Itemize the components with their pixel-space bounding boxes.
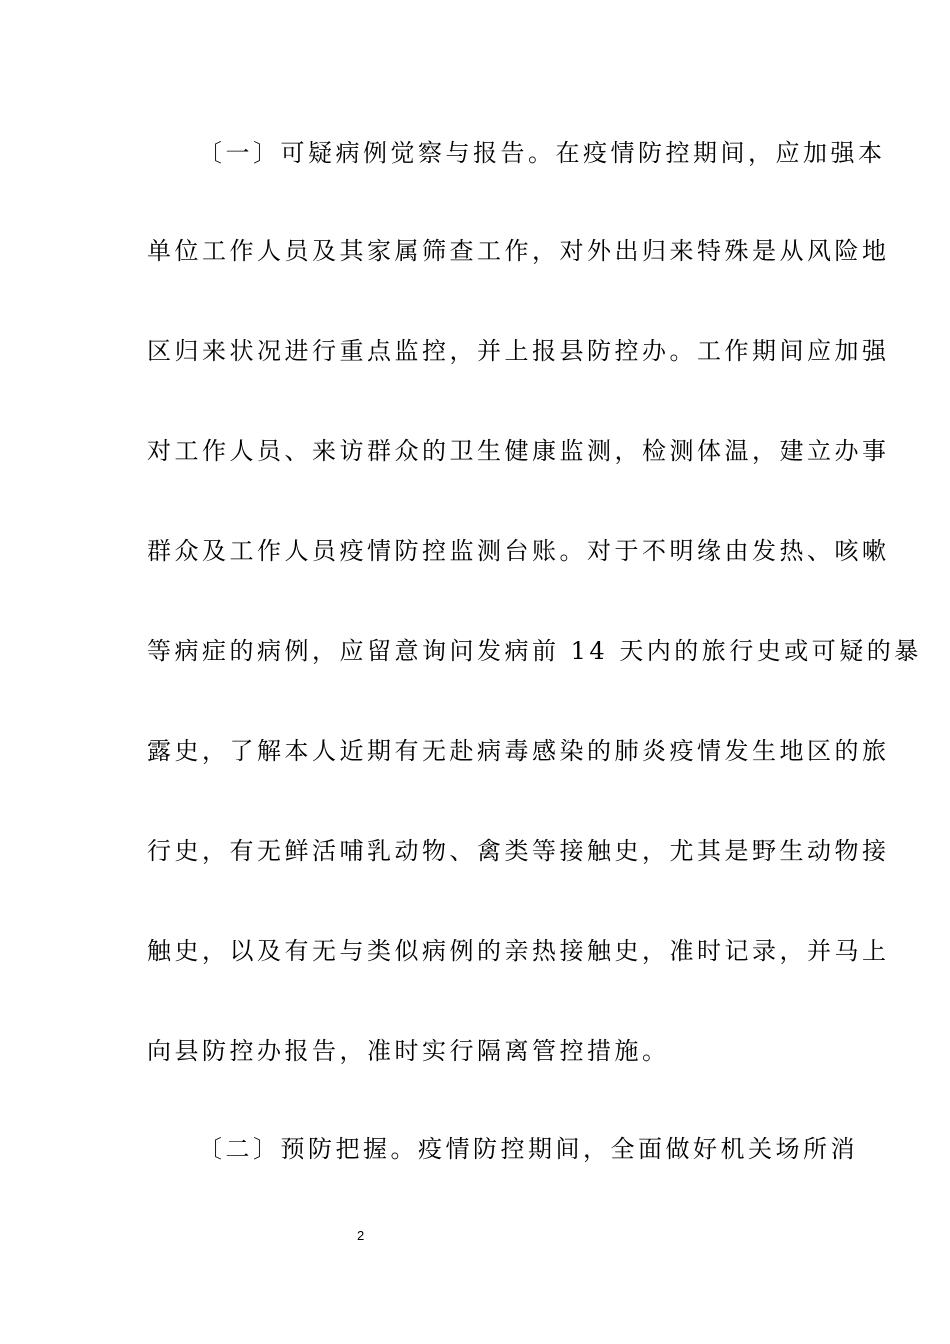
paragraph-1-line-8: 行史，有无鲜活哺乳动物、禽类等接触史，尤其是野生动物接 <box>147 837 890 865</box>
paragraph-1-line-10: 向县防控办报告，准时实行隔离管控措施。 <box>147 1037 670 1065</box>
paragraph-1-line-1: 〔一〕可疑病例觉察与报告。在疫情防控期间，应加强本 <box>198 139 886 167</box>
paragraph-1-line-5: 群众及工作人员疫情防控监测台账。对于不明缘由发热、咳嗽 <box>147 537 890 565</box>
paragraph-2-line-1: 〔二〕预防把握。疫情防控期间，全面做好机关场所消 <box>198 1135 858 1163</box>
paragraph-1-line-4: 对工作人员、来访群众的卫生健康监测，检测体温，建立办事 <box>147 437 890 465</box>
paragraph-1-line-2: 单位工作人员及其家属筛查工作，对外出归来特殊是从风险地 <box>147 237 890 265</box>
paragraph-1-line-7: 露史，了解本人近期有无赴病毒感染的肺炎疫情发生地区的旅 <box>147 737 890 765</box>
paragraph-1-line-3: 区归来状况进行重点监控，并上报县防控办。工作期间应加强 <box>147 337 890 365</box>
page-number: 2 <box>357 1228 365 1243</box>
paragraph-1-line-6: 等病症的病例，应留意询问发病前 14 天内的旅行史或可疑的暴 <box>147 637 922 665</box>
paragraph-1-line-9: 触史，以及有无与类似病例的亲热接触史，准时记录，并马上 <box>147 937 890 965</box>
